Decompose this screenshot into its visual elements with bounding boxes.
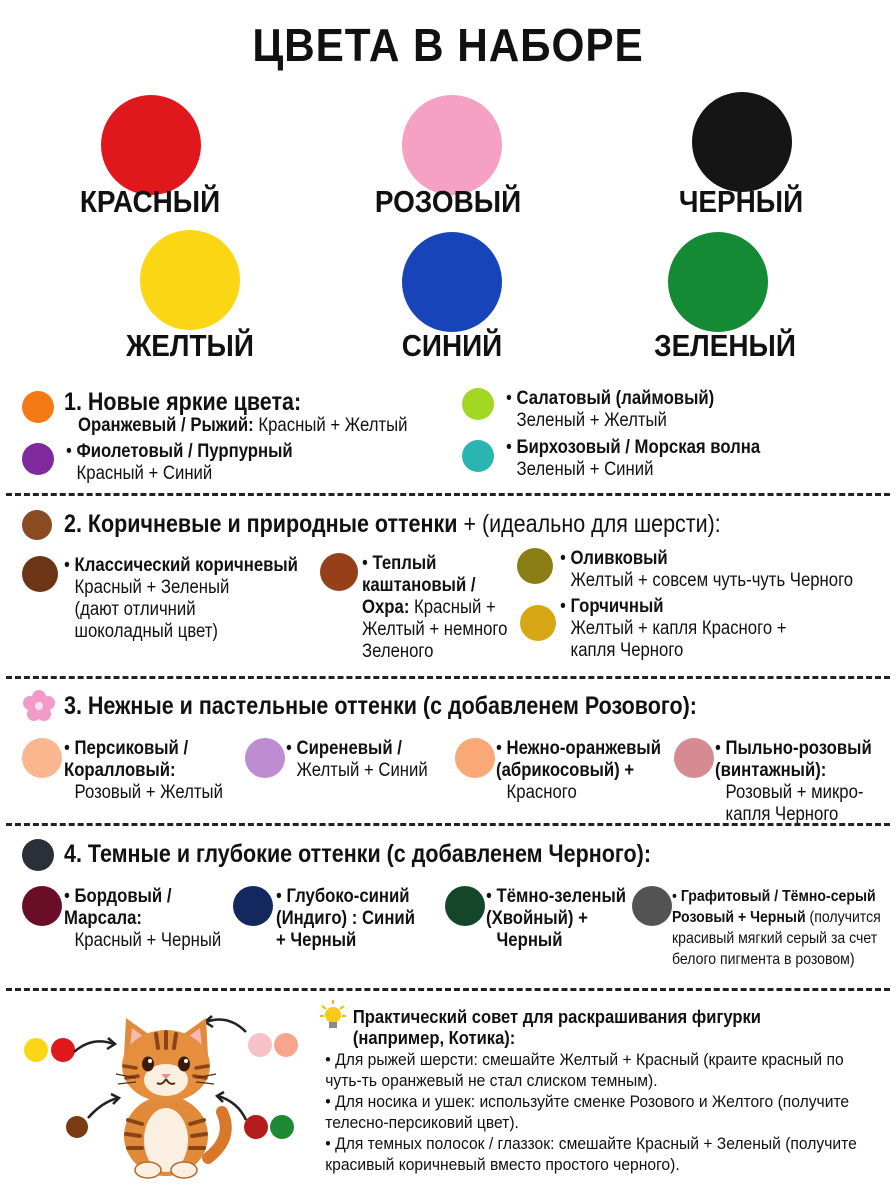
page-title: ЦВЕТА В НАБОРЕ: [252, 19, 644, 71]
section4-burgundy-dot: [22, 886, 62, 926]
cat-illustration: [96, 1008, 236, 1180]
section2-chocolate-dot: [22, 556, 58, 592]
section1-item-teal: • Бирхозовый / Морская волна Зеленый + Синий: [506, 437, 761, 480]
section4-title: 4. Темные и глубокие оттенки (с добавленем Черного):: [64, 840, 651, 868]
tip-swatch-green: [270, 1115, 294, 1139]
section4-dark-icon: [22, 839, 54, 871]
section2-olive-dot: [517, 548, 553, 584]
base-swatch-pink: [402, 95, 502, 195]
base-name-green: ЗЕЛЕНЫЙ: [654, 328, 796, 363]
section-divider: [6, 988, 890, 991]
section3-item-peach: • Персиковый / Коралловый: Розовый + Желтый: [64, 738, 223, 803]
section3-peach-dot: [22, 738, 62, 778]
tip-title: Практический совет для раскрашивания фигурки (например, Котика):: [352, 1007, 761, 1048]
section1-purple-dot: [22, 443, 54, 475]
base-swatch-green: [668, 232, 768, 332]
tip-text: [325, 1007, 878, 1175]
section4-item-burgundy: • Бордовый / Марсала: Красный + Черный: [64, 886, 222, 951]
base-swatch-blue: [402, 232, 502, 332]
flower-icon: [22, 689, 56, 723]
tip-swatch-yellow: [24, 1038, 48, 1062]
section4-item-forest: • Тёмно-зеленый (Хвойный) + Черный: [486, 886, 627, 951]
section3-item-lilac: • Сиреневый / Желтый + Синий: [286, 738, 428, 781]
base-swatch-black: [692, 92, 792, 192]
section1-lime-dot: [462, 388, 494, 420]
section-divider: [6, 676, 890, 679]
section1-item-orange: Оранжевый / Рыжий: Красный + Желтый: [78, 415, 408, 436]
section2-item-chocolate: • Классический коричневый Красный + Зеленый (дают отличний шоколадный цвет): [64, 555, 298, 642]
section3-lilac-dot: [245, 738, 285, 778]
section4-graphite-dot: [632, 886, 672, 926]
tip-swatch-pink: [248, 1033, 272, 1057]
base-name-yellow: ЖЕЛТЫЙ: [126, 328, 254, 363]
section4-item-indigo: • Глубоко-синий (Индиго) : Синий + Черный: [276, 886, 415, 951]
section2-mustard-dot: [520, 605, 556, 641]
section1-title: 1. Новые яркие цвета:: [64, 388, 302, 416]
section1-orange-dot: [22, 391, 54, 423]
section4-item-graphite: • Графитовый / Тёмно-серый Розовый + Черный (получится красивый мягкий серый за счет белого пигмента в розовом): [672, 888, 881, 968]
section1-item-lime: • Салатовый (лаймовый) Зеленый + Желтый: [506, 388, 715, 431]
base-name-black: ЧЕРНЫЙ: [678, 184, 804, 219]
section3-item-dusty-rose: • Пыльно-розовый (винтажный): Розовый + микро-капля Черного: [715, 738, 872, 825]
section-divider: [6, 823, 890, 826]
section1-teal-dot: [462, 440, 494, 472]
section4-forest-dot: [445, 886, 485, 926]
section4-indigo-dot: [233, 886, 273, 926]
section2-item-mustard: • Горчичный Желтый + капля Красного + капля Черного: [560, 596, 787, 661]
section3-dusty-rose-dot: [674, 738, 714, 778]
section2-item-olive: • Оливковый Желтый + совсем чуть-чуть Черного: [560, 548, 854, 591]
section1-item-purple: • Фиолетовый / Пурпурный Красный + Синий: [66, 441, 293, 484]
section3-title: 3. Нежные и пастельные оттенки (с добавленем Розового):: [64, 692, 697, 720]
base-swatch-red: [101, 95, 201, 195]
section2-chestnut-dot: [320, 553, 358, 591]
section3-item-apricot: • Нежно-оранжевый (абрикосовый) + Красного: [496, 738, 661, 803]
section2-title: 2. Коричневые и природные оттенки + (идеально для шерсти):: [64, 510, 721, 538]
tip-bullet: • Для носика и ушек: используйте сменке Розового и Желтого (получите телесно-персиковий цвет).: [325, 1092, 850, 1132]
tip-bullet: • Для рыжей шерсти: смешайте Желтый + Красный (кра​ите красный по чуть-ть оранжевый не стал слиском темным).: [325, 1050, 844, 1090]
base-swatch-yellow: [140, 230, 240, 330]
tip-swatch-peach: [274, 1033, 298, 1057]
base-name-pink: РОЗОВЫЙ: [374, 184, 522, 219]
section3-apricot-dot: [455, 738, 495, 778]
section-divider: [6, 493, 890, 496]
section2-item-chestnut: • Теплый каштановый / Охра: Красный + Желтый + немного Зеленого: [362, 553, 508, 662]
tip-bullet: • Для темных полосок / глаззок: смешайте Красный + Зеленый (получите красивый коричневый вместо простого черного).: [325, 1134, 857, 1174]
base-name-blue: СИНИЙ: [401, 328, 503, 363]
base-name-red: КРАСНЫЙ: [79, 184, 221, 219]
section2-brown-icon: [22, 510, 52, 540]
